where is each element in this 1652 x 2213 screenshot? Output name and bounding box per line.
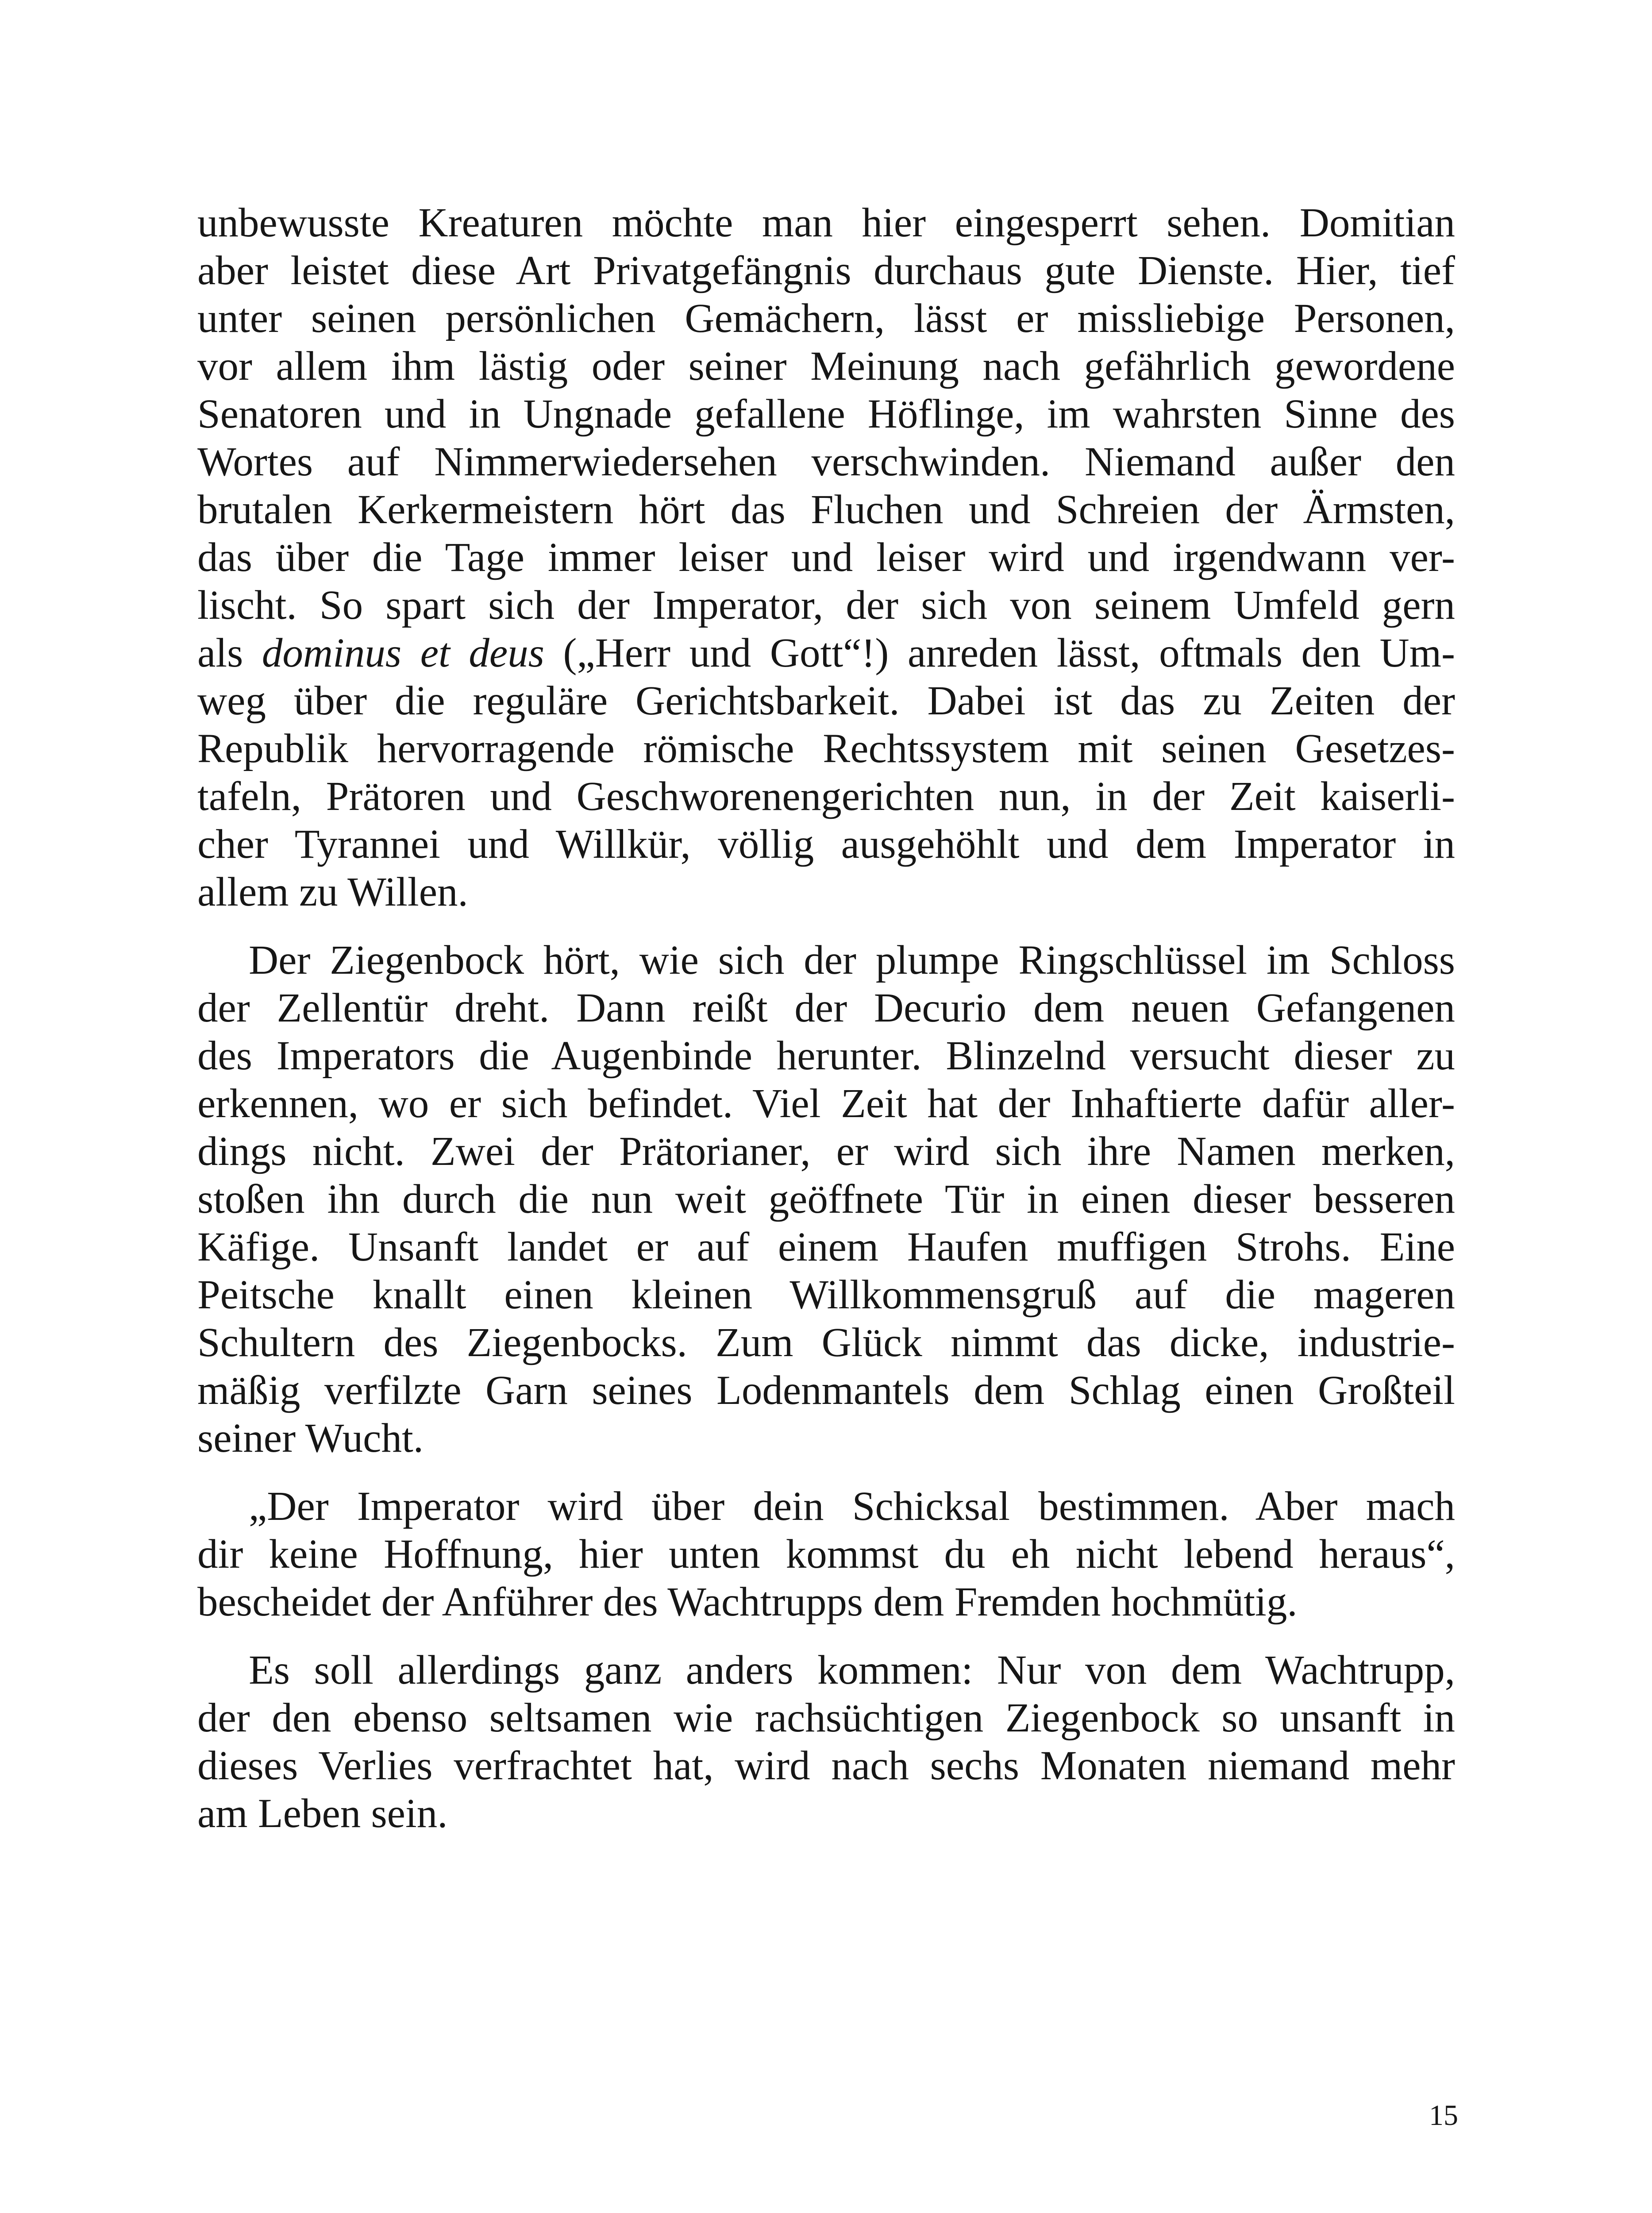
paragraph-gap — [197, 916, 1455, 937]
text-line: das über die Tage immer leiser und leiser wird und irgendwann ver- — [197, 535, 1455, 580]
text-line: erkennen, wo er sich befindet. Viel Zeit hat der Inhaftierte dafür aller- — [197, 1081, 1455, 1126]
text-line: Senatoren und in Ungnade gefallene Höflinge, im wahrsten Sinne des — [197, 391, 1455, 437]
text-line: der Zellentür dreht. Dann reißt der Decurio dem neuen Gefangenen — [197, 985, 1455, 1031]
text-line — [197, 629, 1455, 677]
text-line: Republik hervorragende römische Rechtssystem mit seinen Gesetzes- — [197, 726, 1455, 771]
text-line: des Imperators die Augenbinde herunter. Blinzelnd versucht dieser zu — [197, 1033, 1455, 1079]
text-line: am Leben sein. — [197, 1791, 448, 1836]
paragraph-gap — [197, 1626, 1455, 1646]
text-line: brutalen Kerkermeistern hört das Fluchen und Schreien der Ärmsten, — [197, 487, 1455, 532]
text-line: bescheidet der Anführer des Wachtrupps dem Fremden hochmütig. — [197, 1579, 1298, 1625]
text-line: dieses Verlies verfrachtet hat, wird nach sechs Monaten niemand mehr — [197, 1743, 1455, 1789]
paragraph-gap — [197, 1462, 1455, 1483]
text-line: cher Tyrannei und Willkür, völlig ausgehöhlt und dem Imperator in — [197, 821, 1455, 867]
text-line: vor allem ihm lästig oder seiner Meinung nach gefährlich gewordene — [197, 343, 1455, 389]
text-line: unbewusste Kreaturen möchte man hier eingesperrt sehen. Domitian — [197, 200, 1455, 246]
text-line: Es soll allerdings ganz anders kommen: Nur von dem Wachtrupp, — [249, 1647, 1455, 1693]
text-line: lischt. So spart sich der Imperator, der sich von seinem Umfeld gern — [197, 582, 1455, 628]
text-line: seiner Wucht. — [197, 1415, 424, 1461]
text-line: Schultern des Ziegenbocks. Zum Glück nimmt das dicke, industrie- — [197, 1320, 1455, 1365]
text-line: „Der Imperator wird über dein Schicksal bestimmen. Aber mach — [249, 1484, 1455, 1529]
text-line: Der Ziegenbock hört, wie sich der plumpe Ringschlüssel im Schloss — [249, 937, 1455, 983]
text-line: der den ebenso seltsamen wie rachsüchtigen Ziegenbock so unsanft in — [197, 1695, 1455, 1741]
text-line: dings nicht. Zwei der Prätorianer, er wird sich ihre Namen merken, — [197, 1129, 1455, 1174]
italic-phrase: dominus et deus — [262, 630, 544, 676]
text-line: weg über die reguläre Gerichtsbarkeit. Dabei ist das zu Zeiten der — [197, 678, 1455, 724]
text-line: mäßig verfilzte Garn seines Lodenmantels dem Schlag einen Großteil — [197, 1368, 1455, 1413]
page-number: 15 — [1429, 2099, 1458, 2132]
text-line: Käfige. Unsanft landet er auf einem Haufen muffigen Strohs. Eine — [197, 1224, 1455, 1270]
text-line: Wortes auf Nimmerwiedersehen verschwinden. Niemand außer den — [197, 439, 1455, 485]
text-line: tafeln, Prätoren und Geschworenengerichten nun, in der Zeit kaiserli- — [197, 774, 1455, 819]
text-segment: („Herr und Gott“!) anreden lässt, oftmals den Um- — [544, 630, 1456, 676]
text-line: dir keine Hoffnung, hier unten kommst du eh nicht lebend heraus“, — [197, 1531, 1455, 1577]
text-line: Peitsche knallt einen kleinen Willkommensgruß auf die mageren — [197, 1272, 1455, 1318]
text-segment: als — [197, 630, 262, 676]
body-text — [197, 199, 1455, 1838]
text-line: aber leistet diese Art Privatgefängnis durchaus gute Dienste. Hier, tief — [197, 248, 1455, 293]
text-line: stoßen ihn durch die nun weit geöffnete Tür in einen dieser besseren — [197, 1176, 1455, 1222]
text-line: unter seinen persönlichen Gemächern, lässt er missliebige Personen, — [197, 296, 1455, 341]
text-line: allem zu Willen. — [197, 869, 468, 915]
